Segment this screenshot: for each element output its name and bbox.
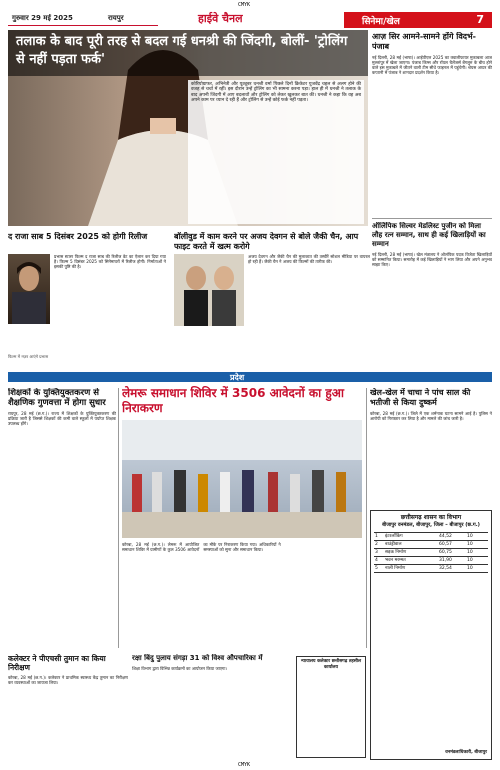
tender-footer: वनमंडलाधिकारी, बीजापुर: [445, 750, 487, 755]
pradesh-band: [8, 372, 492, 382]
tender-cell: सड़क निर्माण: [385, 550, 407, 555]
tender-cell: 10: [467, 558, 473, 563]
collector-headline: कलेक्टर ने पीएचसी तुमान का किया निरीक्षण: [8, 654, 106, 672]
section-title: सिनेमा/खेल: [362, 17, 400, 27]
tender-row: [374, 533, 488, 541]
tender-cell: बाउंड्रीवाल: [385, 542, 402, 547]
right-news-body: कोरबा, 28 मई (छ.ग.)। जिले में एक शर्मनाक घटना सामने आई है। पुलिस ने आरोपी को गिरफ्तार कर लिया है और मामले की जांच जारी है।: [370, 411, 492, 421]
film1-caption: फिल्म में नज़र आएंगे प्रभास: [8, 354, 49, 359]
tender-cell: 60,75: [439, 550, 452, 555]
side-story-mid: [372, 222, 492, 342]
tender-row: [374, 565, 488, 573]
header-left-strip: [8, 14, 158, 26]
notice-headline: रक्षा बिंदु पुलाय संगड़ा 31 को विश्व औपचारिका में: [132, 654, 263, 662]
small-legal-ad: [296, 656, 366, 758]
edu-story: [8, 388, 116, 650]
right-news-story: [370, 388, 492, 506]
tender-cell: 31,90: [439, 558, 452, 563]
film-story-raja-saab: [8, 232, 168, 366]
divider: [118, 388, 119, 648]
brand-logo-text: हाईवे चैनल: [198, 12, 243, 25]
tender-cell: 32,54: [439, 566, 452, 571]
tender-subtitle: बीजापुर वनमंडल, बीजापुर, जिला – बीजापुर (छ.ग.): [382, 522, 480, 528]
lead-story: [8, 30, 368, 226]
page-header: [8, 10, 492, 28]
tender-table: [374, 532, 488, 573]
side-story-top: [372, 32, 492, 218]
film1-photo-figure: [8, 254, 50, 324]
camp-body: कोरबा, 28 मई (छ.ग.)। लेमरू में आयोजित समाधान शिविर में ग्रामीणों के कुल 3506 आवेदनों का मौके पर निराकरण किया गया। अधिकारियों ने समस्याओं को सुना और समाधान किया।: [122, 542, 281, 552]
small-ad-text: न्यायालय कलेक्टर छत्तीसगढ़ तहसील कार्यालय: [300, 659, 362, 670]
tender-cell: 10: [467, 550, 473, 555]
divider: [366, 388, 367, 648]
camp-headline: लेमरू समाधान शिविर में 3506 आवेदनों का हुआ निराकरण: [122, 386, 344, 415]
film1-headline: द राजा साब 5 दिसंबर 2025 को होगी रिलीज: [8, 232, 148, 241]
lead-body: कोरियोग्राफर, अभिनेत्री और यूट्यूबर धनश्री वर्मा पिछले दिनों क्रिकेटर युजवेंद्र चहल से अलग होने की वजह से चर्चा में रहीं। इस दौरान उन्हें ट्रोलिंग का भी सामना करना पड़ा। हाल ही में धनश्री ने तलाक के बाद अपनी जिंदगी में आए बदलावों और ट्रोलिंग को लेकर खुलकर बात की। धनश्री ने कहा कि वह अब अपने काम पर ध्यान दे रही हैं और ट्रोलिंग से उन्हें कोई फर्क नहीं पड़ता।: [188, 80, 364, 224]
edu-body: रायपुर, 28 मई (छ.ग.)। राज्य में शिक्षकों के युक्तियुक्तकरण की प्रक्रिया जारी है जिससे शिक्षकों की कमी वाले स्कूलों में पर्याप्त शिक्षक उपलब्ध होंगे।: [8, 411, 116, 426]
tender-cell: 3: [375, 550, 378, 555]
brand-logo: [194, 10, 280, 27]
film-story-jackie-chan: [174, 232, 370, 366]
tender-cell: 2: [375, 542, 378, 547]
film2-headline: बॉलीवुड में काम करने पर अजय देवगन से बोले जैकी चैन, आप फाइट करते में खत्म करोगे: [174, 232, 359, 251]
side-top-body: नई दिल्ली, 28 मई (भाषा)। आईपीएल 2025 का क्वालीफायर मुकाबला आज मुल्लांपुर में खेला जाएगा। पंजाब किंग्स और रॉयल चैलेंजर्स बेंगलुरु के बीच होने वाले इस मुकाबले में जीतने वाली टीम सीधे फाइनल में पहुंचेगी। श्रेयस अय्यर की कप्तानी में पंजाब ने शानदार प्रदर्शन किया है।: [372, 55, 492, 75]
tender-row: [374, 557, 488, 565]
tender-cell: 10: [467, 542, 473, 547]
film1-body: प्रभास स्टारर फिल्म द राजा साब की रिलीज डेट का ऐलान कर दिया गया है। फिल्म 5 दिसंबर 2025 को सिनेमाघरों में रिलीज होगी। निर्माताओं ने इसकी पुष्टि की है।: [54, 254, 166, 269]
tender-notice: [370, 510, 492, 760]
film2-photo-figures: [174, 254, 244, 326]
header-date: गुरुवार 29 मई 2025: [12, 14, 73, 22]
collector-story: [8, 654, 128, 760]
film1-photo: [8, 254, 50, 324]
tender-cell: 5: [375, 566, 378, 571]
tender-cell: 10: [467, 566, 473, 571]
pradesh-label: प्रदेश: [230, 373, 245, 382]
lead-headline: तलाक के बाद पूरी तरह से बदल गई धनश्री की जिंदगी, बोलीं- 'ट्रोलिंग से नहीं पड़ता फर्क': [16, 34, 348, 67]
tender-cell: 4: [375, 558, 378, 563]
tender-cell: 44,52: [439, 534, 452, 539]
tender-cell: 10: [467, 534, 473, 539]
section-banner: [344, 12, 492, 28]
collector-body: कोरबा, 28 मई (छ.ग.)। कलेक्टर ने प्राथमिक स्वास्थ्य केंद्र तुमान का निरीक्षण कर व्यवस्थाओं का जायजा लिया।: [8, 675, 128, 685]
tender-cell: 1: [375, 534, 378, 539]
camp-story: [122, 386, 362, 650]
side-mid-headline: ऑलिंपिक सिल्वर मेडलिस्ट पुजीन को मिला लौह रत्न सम्मान, साथ ही कई खिलाड़ियों का सम्मान: [372, 222, 486, 248]
divider: [372, 218, 492, 219]
lead-headline-box: [8, 30, 368, 76]
camp-photo: [122, 420, 362, 538]
film2-body: अजय देवगन और जैकी चैन की मुलाकात की तस्वीरें सोशल मीडिया पर वायरल हो रही हैं। जैकी चैन ने अजय की फिल्मों की तारीफ की।: [248, 254, 370, 264]
side-mid-body: नई दिल्ली, 28 मई (भाषा)। खेल मंत्रालय ने ओलंपिक पदक विजेता खिलाड़ियों को सम्मानित किया। समारोह में कई खिलाड़ियों ने भाग लिया और अपने अनुभव साझा किए।: [372, 252, 492, 267]
tender-row: [374, 549, 488, 557]
film2-photo: [174, 254, 244, 326]
tender-cell: भवन मरम्मत: [385, 558, 406, 563]
registration-mark-top: CMYK: [238, 2, 251, 8]
notice-story: [132, 654, 292, 760]
tender-row: [374, 541, 488, 549]
page-number: 7: [476, 13, 484, 26]
side-top-headline: आज़ सिर आमने-सामने होंगे विदर्भ-पंजाब: [372, 32, 476, 51]
notice-body: शिक्षा विभाग द्वारा विभिन्न कार्यक्रमों का आयोजन किया जाएगा।: [132, 666, 227, 671]
right-news-headline: खेल-खेल में चाचा ने पांच साल की भतीजी से किया दुष्कर्म: [370, 388, 471, 407]
tender-title: छत्तीसगढ़ शासन का विभाग: [400, 514, 462, 521]
header-city: रायपुर: [108, 14, 124, 22]
camp-photo-scene: [122, 420, 362, 538]
registration-mark-bottom: CMYK: [238, 762, 251, 768]
tender-cell: नाली निर्माण: [385, 566, 406, 571]
tender-cell: 60,57: [439, 542, 452, 547]
tender-cell: इंटरलॉकिंग: [385, 534, 403, 539]
edu-headline: शिक्षकों के युक्तियुक्तकरण से शैक्षणिक गुणवत्ता में होगा सुधार: [8, 388, 106, 408]
